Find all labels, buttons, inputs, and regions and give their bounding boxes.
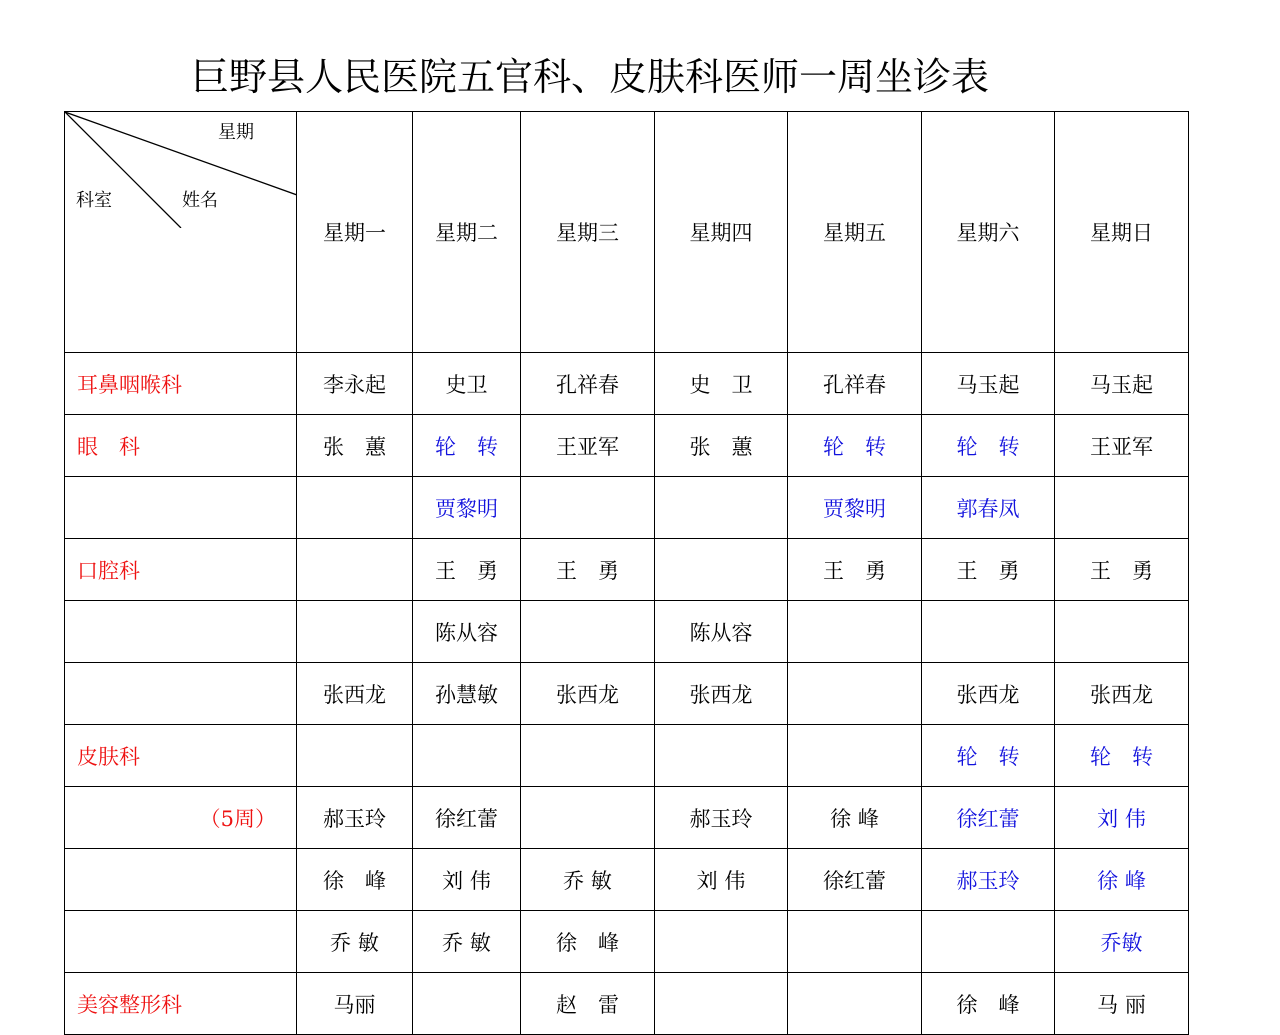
- doctor-cell: 孔祥春: [521, 353, 655, 415]
- doctor-cell: 陈从容: [655, 601, 788, 663]
- doctor-cell: 轮 转: [922, 415, 1055, 477]
- doctor-cell: [655, 539, 788, 601]
- doctor-cell: [655, 477, 788, 539]
- doctor-cell: 王 勇: [922, 539, 1055, 601]
- doctor-cell: 史卫: [413, 353, 521, 415]
- doctor-cell: [788, 911, 922, 973]
- dept-cell: [65, 911, 297, 973]
- doctor-cell: 徐 峰: [297, 849, 413, 911]
- table-row: [65, 477, 1189, 539]
- corner-week-label: 星期: [218, 122, 254, 143]
- doctor-cell: [655, 725, 788, 787]
- doctor-cell: 徐红蕾: [922, 787, 1055, 849]
- table-row: [65, 353, 1189, 415]
- doctor-cell: 马 丽: [1055, 973, 1189, 1035]
- day-header: 星期一: [297, 112, 413, 353]
- doctor-cell: [788, 601, 922, 663]
- dept-cell: （5周）: [65, 787, 297, 849]
- doctor-cell: 陈从容: [413, 601, 521, 663]
- doctor-cell: 贾黎明: [788, 477, 922, 539]
- doctor-cell: [297, 725, 413, 787]
- table-row: [65, 911, 1189, 973]
- doctor-cell: [788, 973, 922, 1035]
- doctor-cell: [413, 973, 521, 1035]
- doctor-cell: 马玉起: [1055, 353, 1189, 415]
- doctor-cell: 乔 敏: [297, 911, 413, 973]
- schedule-body: [65, 353, 1189, 1035]
- dept-cell: 耳鼻咽喉科: [65, 353, 297, 415]
- doctor-cell: [788, 725, 922, 787]
- table-row: [65, 849, 1189, 911]
- doctor-cell: 轮 转: [788, 415, 922, 477]
- corner-name-label: 姓名: [182, 190, 218, 211]
- doctor-cell: 郝玉玲: [922, 849, 1055, 911]
- doctor-cell: 乔 敏: [413, 911, 521, 973]
- doctor-cell: 王亚军: [521, 415, 655, 477]
- doctor-cell: [788, 663, 922, 725]
- schedule-table: [64, 111, 1189, 1035]
- table-row: [65, 415, 1189, 477]
- doctor-cell: [297, 539, 413, 601]
- doctor-cell: 王 勇: [413, 539, 521, 601]
- doctor-cell: 马玉起: [922, 353, 1055, 415]
- doctor-cell: 郭春凤: [922, 477, 1055, 539]
- doctor-cell: 王 勇: [1055, 539, 1189, 601]
- doctor-cell: 轮 转: [413, 415, 521, 477]
- doctor-cell: 张西龙: [1055, 663, 1189, 725]
- day-header: 星期日: [1055, 112, 1189, 353]
- doctor-cell: 郝玉玲: [655, 787, 788, 849]
- doctor-cell: 徐 峰: [922, 973, 1055, 1035]
- doctor-cell: [521, 787, 655, 849]
- doctor-cell: 张西龙: [521, 663, 655, 725]
- doctor-cell: [521, 601, 655, 663]
- table-row: [65, 787, 1189, 849]
- doctor-cell: 轮 转: [1055, 725, 1189, 787]
- doctor-cell: 乔敏: [1055, 911, 1189, 973]
- doctor-cell: 张 蕙: [655, 415, 788, 477]
- dept-cell: 皮肤科: [65, 725, 297, 787]
- doctor-cell: [297, 477, 413, 539]
- table-row: [65, 601, 1189, 663]
- dept-cell: 美容整形科: [65, 973, 297, 1035]
- corner-dept-label: 科室: [76, 190, 112, 211]
- doctor-cell: [297, 601, 413, 663]
- doctor-cell: 贾黎明: [413, 477, 521, 539]
- doctor-cell: [655, 973, 788, 1035]
- doctor-cell: [521, 477, 655, 539]
- page-title: 巨野县人民医院五官科、皮肤科医师一周坐诊表: [190, 55, 989, 99]
- day-header: 星期四: [655, 112, 788, 353]
- doctor-cell: 王 勇: [788, 539, 922, 601]
- doctor-cell: 徐 峰: [521, 911, 655, 973]
- doctor-cell: [1055, 601, 1189, 663]
- day-header: 星期六: [922, 112, 1055, 353]
- day-header: 星期五: [788, 112, 922, 353]
- doctor-cell: 史 卫: [655, 353, 788, 415]
- dept-cell: [65, 477, 297, 539]
- day-header: 星期三: [521, 112, 655, 353]
- table-row: [65, 663, 1189, 725]
- doctor-cell: 张 蕙: [297, 415, 413, 477]
- table-row: [65, 725, 1189, 787]
- header-row: [65, 112, 1189, 353]
- corner-cell: [65, 112, 297, 353]
- doctor-cell: [922, 911, 1055, 973]
- doctor-cell: [521, 725, 655, 787]
- dept-cell: [65, 849, 297, 911]
- doctor-cell: 徐红蕾: [413, 787, 521, 849]
- doctor-cell: [922, 601, 1055, 663]
- doctor-cell: 刘 伟: [1055, 787, 1189, 849]
- dept-cell: [65, 663, 297, 725]
- doctor-cell: 王亚军: [1055, 415, 1189, 477]
- doctor-cell: 刘 伟: [413, 849, 521, 911]
- doctor-cell: 马丽: [297, 973, 413, 1035]
- doctor-cell: 张西龙: [922, 663, 1055, 725]
- doctor-cell: 徐 峰: [1055, 849, 1189, 911]
- dept-cell: [65, 601, 297, 663]
- doctor-cell: [413, 725, 521, 787]
- table-row: [65, 973, 1189, 1035]
- dept-cell: 口腔科: [65, 539, 297, 601]
- day-header: 星期二: [413, 112, 521, 353]
- doctor-cell: 赵 雷: [521, 973, 655, 1035]
- doctor-cell: 张西龙: [655, 663, 788, 725]
- doctor-cell: 郝玉玲: [297, 787, 413, 849]
- doctor-cell: 徐红蕾: [788, 849, 922, 911]
- doctor-cell: 李永起: [297, 353, 413, 415]
- doctor-cell: 孙慧敏: [413, 663, 521, 725]
- doctor-cell: 孔祥春: [788, 353, 922, 415]
- doctor-cell: 乔 敏: [521, 849, 655, 911]
- doctor-cell: 轮 转: [922, 725, 1055, 787]
- doctor-cell: [1055, 477, 1189, 539]
- doctor-cell: [655, 911, 788, 973]
- table-row: [65, 539, 1189, 601]
- doctor-cell: 徐 峰: [788, 787, 922, 849]
- doctor-cell: 王 勇: [521, 539, 655, 601]
- doctor-cell: 刘 伟: [655, 849, 788, 911]
- dept-cell: 眼 科: [65, 415, 297, 477]
- doctor-cell: 张西龙: [297, 663, 413, 725]
